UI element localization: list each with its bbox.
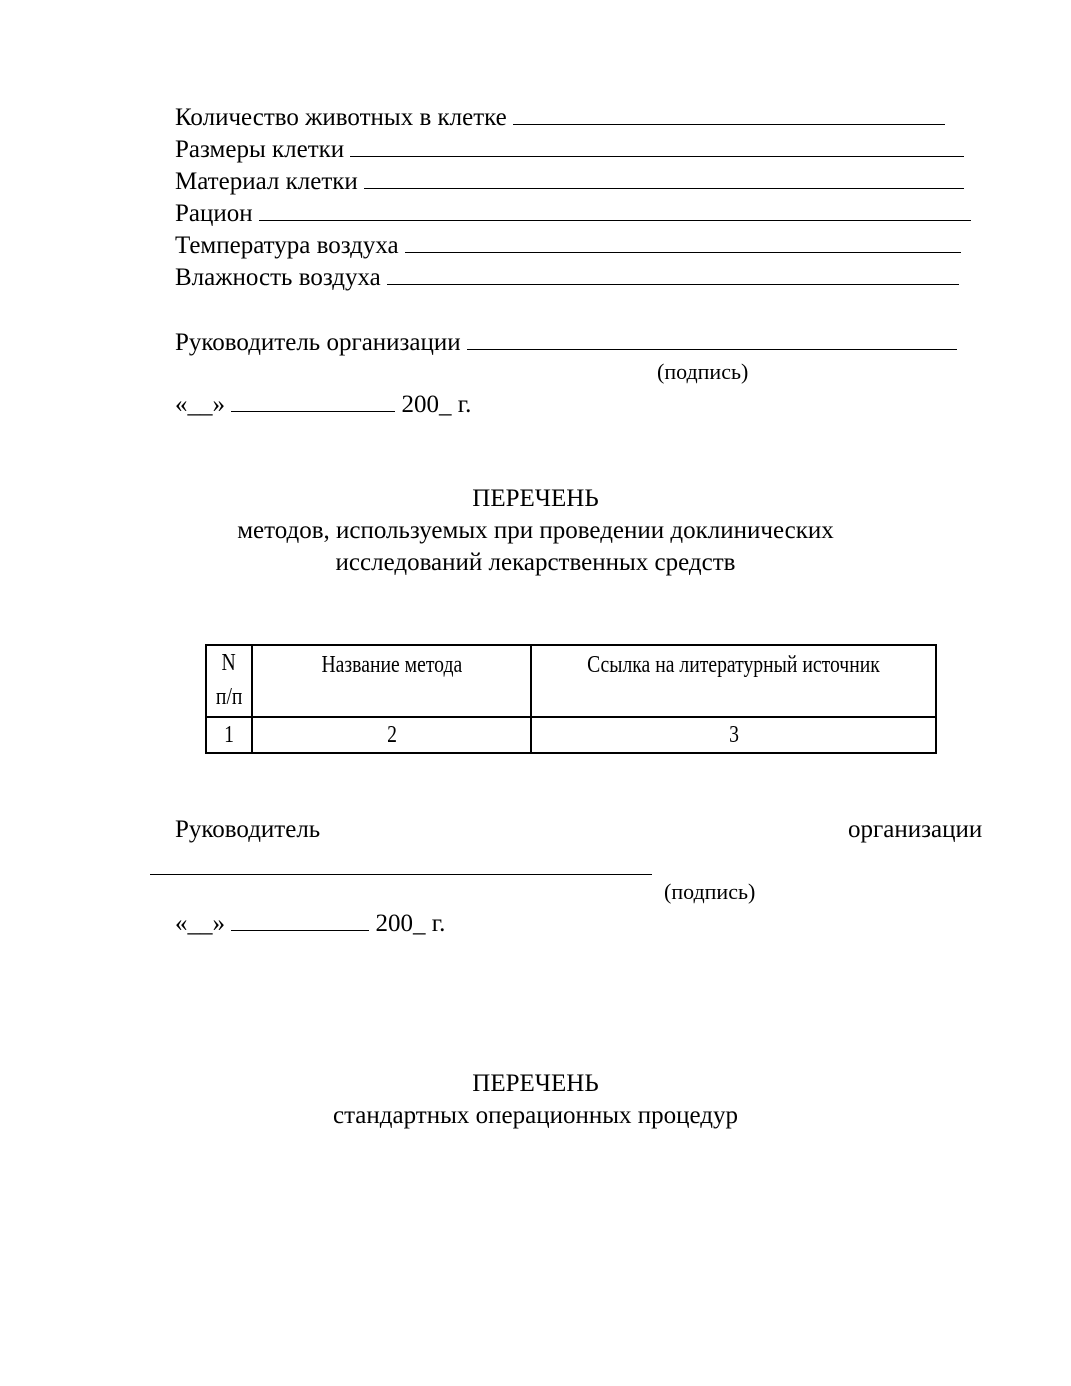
air-humidity-field[interactable] [387,262,959,285]
date-day: «__» [175,391,225,418]
cell-literature-ref: 3 [531,717,936,753]
head-signature-field[interactable] [467,327,957,350]
head-label-right: организации [848,816,983,843]
methods-table [205,644,937,754]
animal-count-label: Количество животных в клетке [175,104,507,131]
methods-title: ПЕРЕЧЕНЬ [472,485,599,512]
cell-number: 1 [206,717,252,753]
animal-count-row [175,102,945,133]
cage-size-row [175,134,964,165]
date-row-2 [175,908,445,939]
diet-label: Рацион [175,200,253,227]
air-temperature-label: Температура воздуха [175,232,399,259]
head-label: Руководитель организации [175,329,461,356]
header-number-line2: п/п [215,684,243,710]
header-number [206,645,252,717]
cage-material-field[interactable] [364,166,964,189]
cage-material-label: Материал клетки [175,168,358,195]
date-row [175,389,471,420]
sop-subtitle: стандартных операционных процедур [332,1102,739,1129]
animal-count-field[interactable] [513,102,945,125]
cage-material-row [175,166,964,197]
header-literature-ref: Ссылка на литературный источник [531,645,936,717]
air-temperature-field[interactable] [405,230,961,253]
air-humidity-label: Влажность воздуха [175,264,381,291]
date-month-field[interactable] [231,389,395,412]
date-year-2: 200_ г. [375,910,446,937]
cage-size-field[interactable] [350,134,964,157]
sop-title: ПЕРЕЧЕНЬ [472,1070,599,1097]
air-humidity-row [175,262,959,293]
head-signature-row [175,327,957,358]
head-label-left: Руководитель [175,816,321,843]
signature-hint: (подпись) [657,359,749,384]
header-number-line1: N [221,650,236,676]
signature-hint-2: (подпись) [664,879,756,904]
diet-row [175,198,971,229]
diet-field[interactable] [259,198,971,221]
date-month-field-2[interactable] [231,908,369,931]
date-day-2: «__» [175,910,225,937]
methods-subtitle-line2: исследований лекарственных средств [335,549,736,576]
table-row [206,717,936,753]
cage-size-label: Размеры клетки [175,136,345,163]
header-method-name: Название метода [252,645,532,717]
head-signature-field-2[interactable] [150,874,652,875]
table-header-row [206,645,936,717]
date-year: 200_ г. [401,391,472,418]
air-temperature-row [175,230,961,261]
cell-method-name: 2 [252,717,532,753]
methods-subtitle-line1: методов, используемых при проведении доклинических [237,517,834,544]
